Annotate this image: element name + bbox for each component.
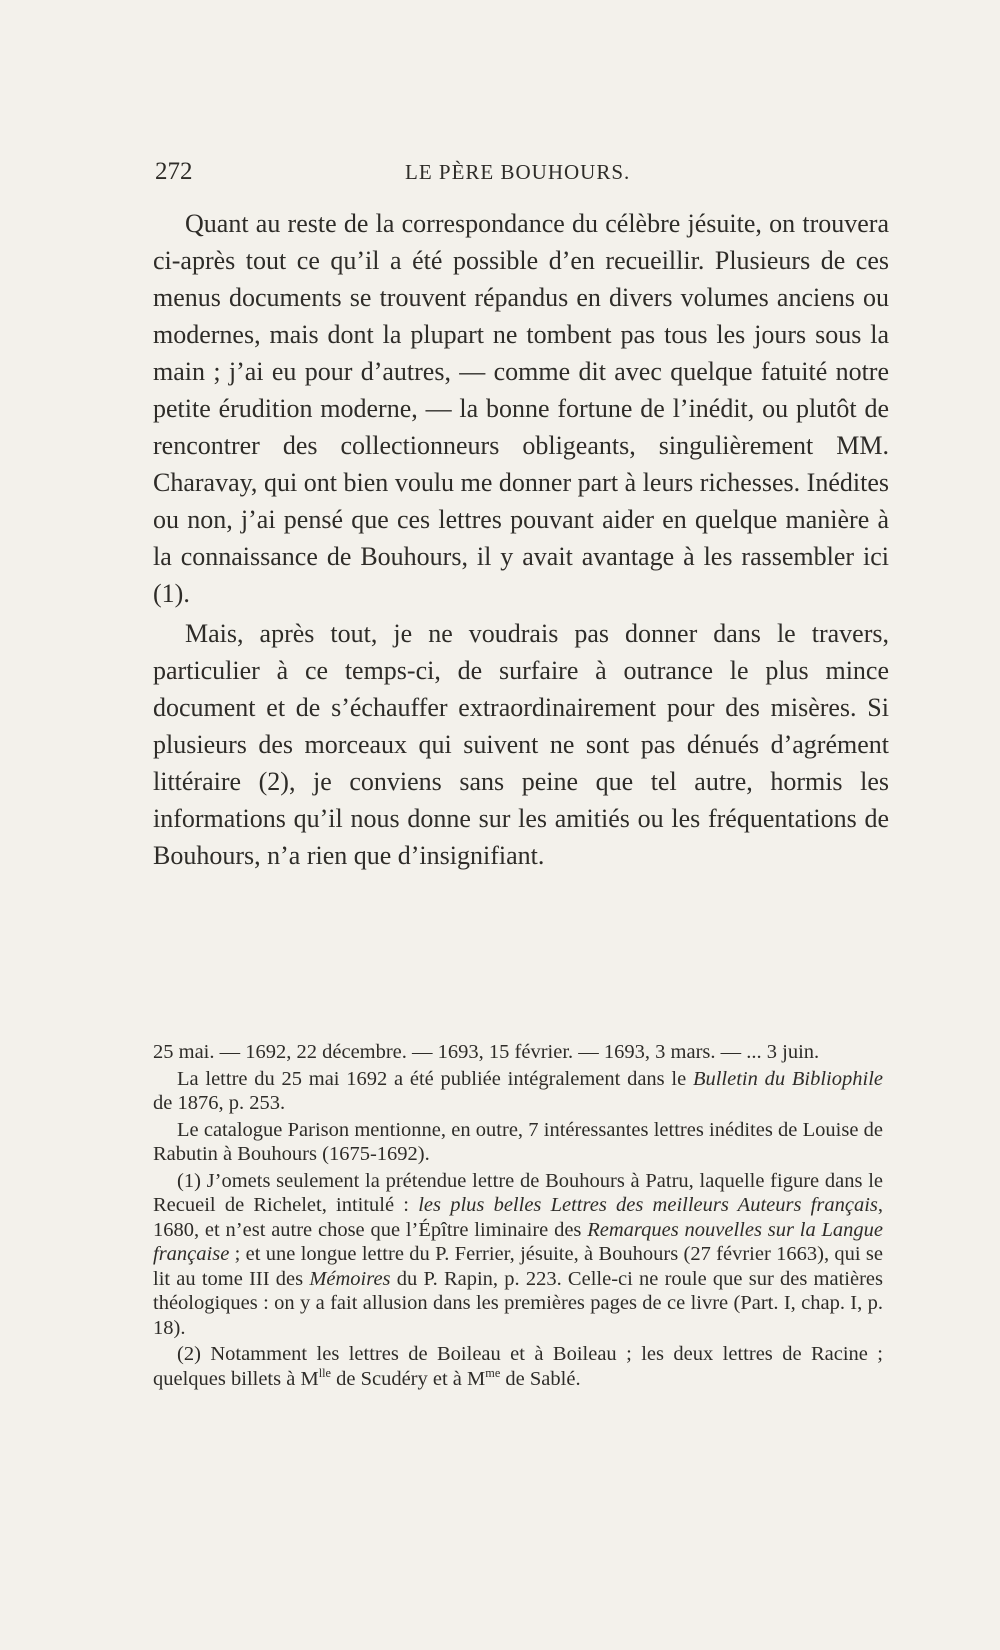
running-title: LE PÈRE BOUHOURS. (405, 160, 631, 184)
footnote-2-text-b: de Scudéry et à M (330, 1367, 486, 1390)
footnote-2 (153, 1342, 883, 1391)
footnote-1-text-b: , 1680, et n’est autre chose que l’Épître liminaire des (153, 1194, 883, 1241)
note-bulletin-text-b: de 1876, p. 253. (153, 1092, 286, 1114)
page-header (155, 158, 895, 190)
footnote-1 (153, 1169, 883, 1341)
footnote-2-sup-2: me (485, 1365, 501, 1380)
footnote-1-title-b: Remarques nouvelles sur la Langue française (153, 1218, 884, 1265)
note-dates: 25 mai. — 1692, 22 décembre. — 1693, 15 février. — 1693, 3 mars. — ... 3 juin. (153, 1041, 820, 1063)
note-catalogue: Le catalogue Parison mentionne, en outre, 7 intéressantes lettres inédites de Louise de Rabutin à Bouhours (1675-1692). (153, 1118, 883, 1165)
note-bulletin-title: Bulletin du Bibliophile (692, 1067, 883, 1090)
footnote-1-text-c: ; et une longue lettre du P. Ferrier, jésuite, à Bouhours (27 février 1663), qui se lit au tome III des (153, 1243, 883, 1290)
body-paragraph-2: Mais, après tout, je ne voudrais pas donner dans le travers, particulier à ce temps-ci, de surfaire à outrance le plus mince document et de s’échauffer extraordinairement pour des misères. Si plusieurs des morceaux qui suivent ne sont pas dénués d’agrément littéraire (2), je conviens sans peine que tel autre, hormis les informations qu’il nous donne sur les amitiés ou les fréquentations de Bouhours, n’a rien que d’insignifiant. (153, 619, 889, 870)
footnote-1-title-c: Mémoires (309, 1267, 391, 1290)
main-text (153, 205, 889, 874)
body-paragraph-1: Quant au reste de la correspondance du célèbre jésuite, on trouvera ci-après tout ce qu’il a été possible d’en recueillir. Plusieurs de ces menus documents se trouvent répandus en divers volumes anciens ou modernes, mais dont la plupart ne tombent pas tous les jours sous la main ; j’ai eu pour d’autres, — comme dit avec quelque fatuité notre petite érudition moderne, — la bonne fortune de l’inédit, ou plutôt de rencontrer des collectionneurs obligeants, singulièrement MM. Charavay, qui ont bien voulu me donner part à leurs richesses. Inédites ou non, j’ai pensé que ces lettres pouvant aider en quelque manière à la connaissance de Bouhours, il y avait avantage à les rassembler ici (1). (153, 209, 889, 608)
page-number: 272 (155, 158, 193, 185)
footnote-1-text-a: (1) J’omets seulement la prétendue lettre de Bouhours à Patru, laquelle figure dans le Recueil de Richelet, intitulé : (153, 1169, 883, 1216)
footnote-2-text-c: de Sablé. (500, 1367, 581, 1390)
footnote-2-text-a: (2) Notamment les lettres de Boileau et à Boileau ; les deux lettres de Racine ; quelques billets à M (153, 1343, 883, 1390)
note-bulletin-text-a: La lettre du 25 mai 1692 a été publiée intégralement dans le (177, 1067, 693, 1090)
footnotes (153, 1040, 883, 1391)
note-bulletin (153, 1067, 883, 1116)
footnote-1-title-a: les plus belles Lettres des meilleurs Auteurs français (418, 1194, 878, 1216)
footnote-2-sup-1: lle (318, 1365, 331, 1380)
footnote-1-text-d: du P. Rapin, p. 223. Celle-ci ne roule que sur des matières théologiques : on y a fait allusion dans les premières pages de ce livre (Part. I, chap. I, p. 18). (153, 1267, 883, 1339)
